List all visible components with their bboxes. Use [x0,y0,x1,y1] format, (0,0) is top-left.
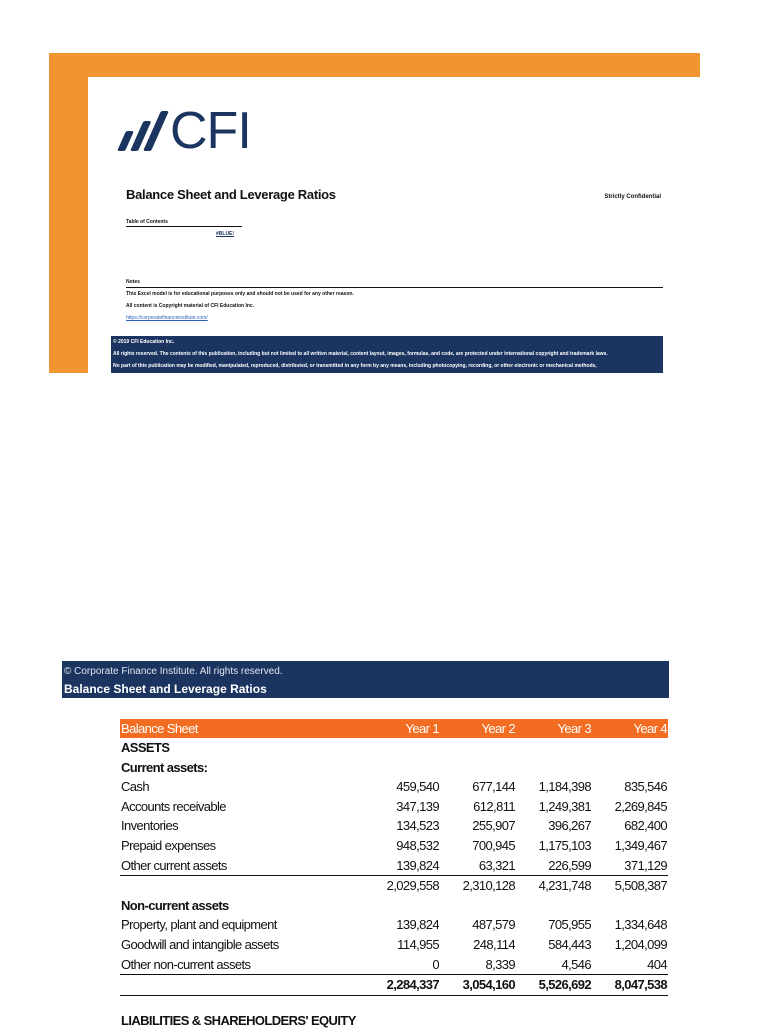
row-label: Prepaid expenses [121,837,216,853]
current-assets-heading: Current assets: [121,759,208,775]
total-value: 8,047,538 [592,975,668,996]
noncurrent-assets-heading: Non-current assets [121,897,229,913]
cell-value: 1,249,381 [538,798,591,814]
table-row [120,797,668,817]
year-header: Year 2 [440,719,516,738]
year-header: Year 3 [516,719,592,738]
cover-orange-band-top [49,53,700,77]
row-label: Accounts receivable [121,798,226,814]
table-row [120,836,668,856]
subtotal-value: 5,508,387 [592,876,668,896]
cell-value: 404 [647,956,667,972]
cell-value: 1,184,398 [538,779,591,795]
cell-value: 63,321 [478,857,515,873]
cell-value: 139,824 [396,917,439,933]
subtotal-value: 2,029,558 [364,876,440,896]
table-row [120,915,668,935]
copyright-line-3: No part of this publication may be modified, manipulated, reproduced, distributed, or transmitted in any form by any means, including photocopying, recording, or other electronic or mechanical methods, [113,363,597,369]
note-copyright: All content is Copyright material of CFI Education Inc. [126,303,255,309]
row-label: Other non-current assets [121,956,251,972]
cell-value: 682,400 [624,818,667,834]
sheet-header-banner [62,661,669,698]
noncurrent-assets-heading-row [120,896,668,916]
cell-value: 2,269,845 [614,798,667,814]
cell-value: 248,114 [473,936,515,952]
cell-value: 487,579 [472,917,515,933]
cell-value: 1,175,103 [538,837,591,853]
cfi-logo-text: CFI [170,102,251,160]
cell-value: 347,139 [396,798,439,814]
balance-sheet-header-row [120,719,668,738]
cell-value: 139,824 [396,857,439,873]
row-label: Goodwill and intangible assets [121,936,279,952]
year-header: Year 1 [364,719,440,738]
row-label-empty [120,975,364,996]
copyright-line-1: © 2019 CFI Education Inc. [113,339,175,345]
balance-sheet-header-label: Balance Sheet [120,719,364,738]
document-title: Balance Sheet and Leverage Ratios [126,187,336,202]
notes-label: Notes [126,279,663,288]
table-row [120,856,668,876]
confidential-label: Strictly Confidential [604,194,661,200]
row-label: Property, plant and equipment [121,917,277,933]
row-label: Cash [121,779,149,795]
total-value: 3,054,160 [440,975,516,996]
cell-value: 4,546 [561,956,591,972]
total-assets-row [120,975,668,996]
cell-value: 0 [432,956,439,972]
table-of-contents-label: Table of Contents [126,219,242,227]
cell-value: 1,204,099 [614,936,667,952]
cfi-logo-mark-icon [117,111,169,151]
table-row [120,816,668,836]
balance-sheet-table [120,719,668,996]
cell-value: 8,339 [485,956,515,972]
cfi-logo [126,102,251,160]
cell-value: 705,955 [548,917,591,933]
cell-value: 948,532 [396,837,439,853]
total-value: 5,526,692 [516,975,592,996]
copyright-line-2: All rights reserved. The contents of this publication, including but not limited to all written material, content layout, images, formulas, and code, are protected under international copyright and trademark laws. [113,351,608,357]
assets-heading: ASSETS [121,740,170,755]
cell-value: 1,349,467 [614,837,667,853]
cell-value: 226,599 [548,857,591,873]
cell-value: 612,811 [473,798,515,814]
current-assets-total-row [120,876,668,896]
cell-value: 1,334,648 [614,917,667,933]
cell-value: 677,144 [472,779,515,795]
subtotal-value: 2,310,128 [440,876,516,896]
assets-heading-row [120,738,668,758]
note-educational: This Excel model is for educational purposes only and should not be used for any other reason. [126,291,354,297]
cell-value: 459,540 [396,779,439,795]
row-label: Other current assets [121,857,227,873]
cell-value: 255,907 [472,818,515,834]
cell-value: 835,546 [624,779,667,795]
year-header: Year 4 [592,719,668,738]
cell-value: 584,443 [548,936,591,952]
cell-value: 700,945 [472,837,515,853]
current-assets-heading-row [120,758,668,778]
row-label: Inventories [121,818,178,834]
sheet-title: Balance Sheet and Leverage Ratios [64,682,267,696]
table-of-contents-link[interactable]: #BLUE! [216,231,235,237]
cfi-website-link[interactable]: https://corporatefinanceinstitute.com/ [126,315,208,321]
cell-value: 134,523 [396,818,439,834]
subtotal-value: 4,231,748 [516,876,592,896]
copyright-notice-box [111,336,663,373]
table-row [120,777,668,797]
cell-value: 396,267 [548,818,591,834]
sheet-copyright: © Corporate Finance Institute. All rights reserved. [64,666,283,677]
total-value: 2,284,337 [364,975,440,996]
cell-value: 114,955 [397,936,439,952]
row-label-empty [120,876,364,896]
table-row [120,955,668,975]
table-row [120,935,668,955]
cell-value: 371,129 [624,857,667,873]
cover-orange-band-left [49,53,88,373]
liabilities-equity-heading: LIABILITIES & SHAREHOLDERS' EQUITY [121,1013,356,1028]
